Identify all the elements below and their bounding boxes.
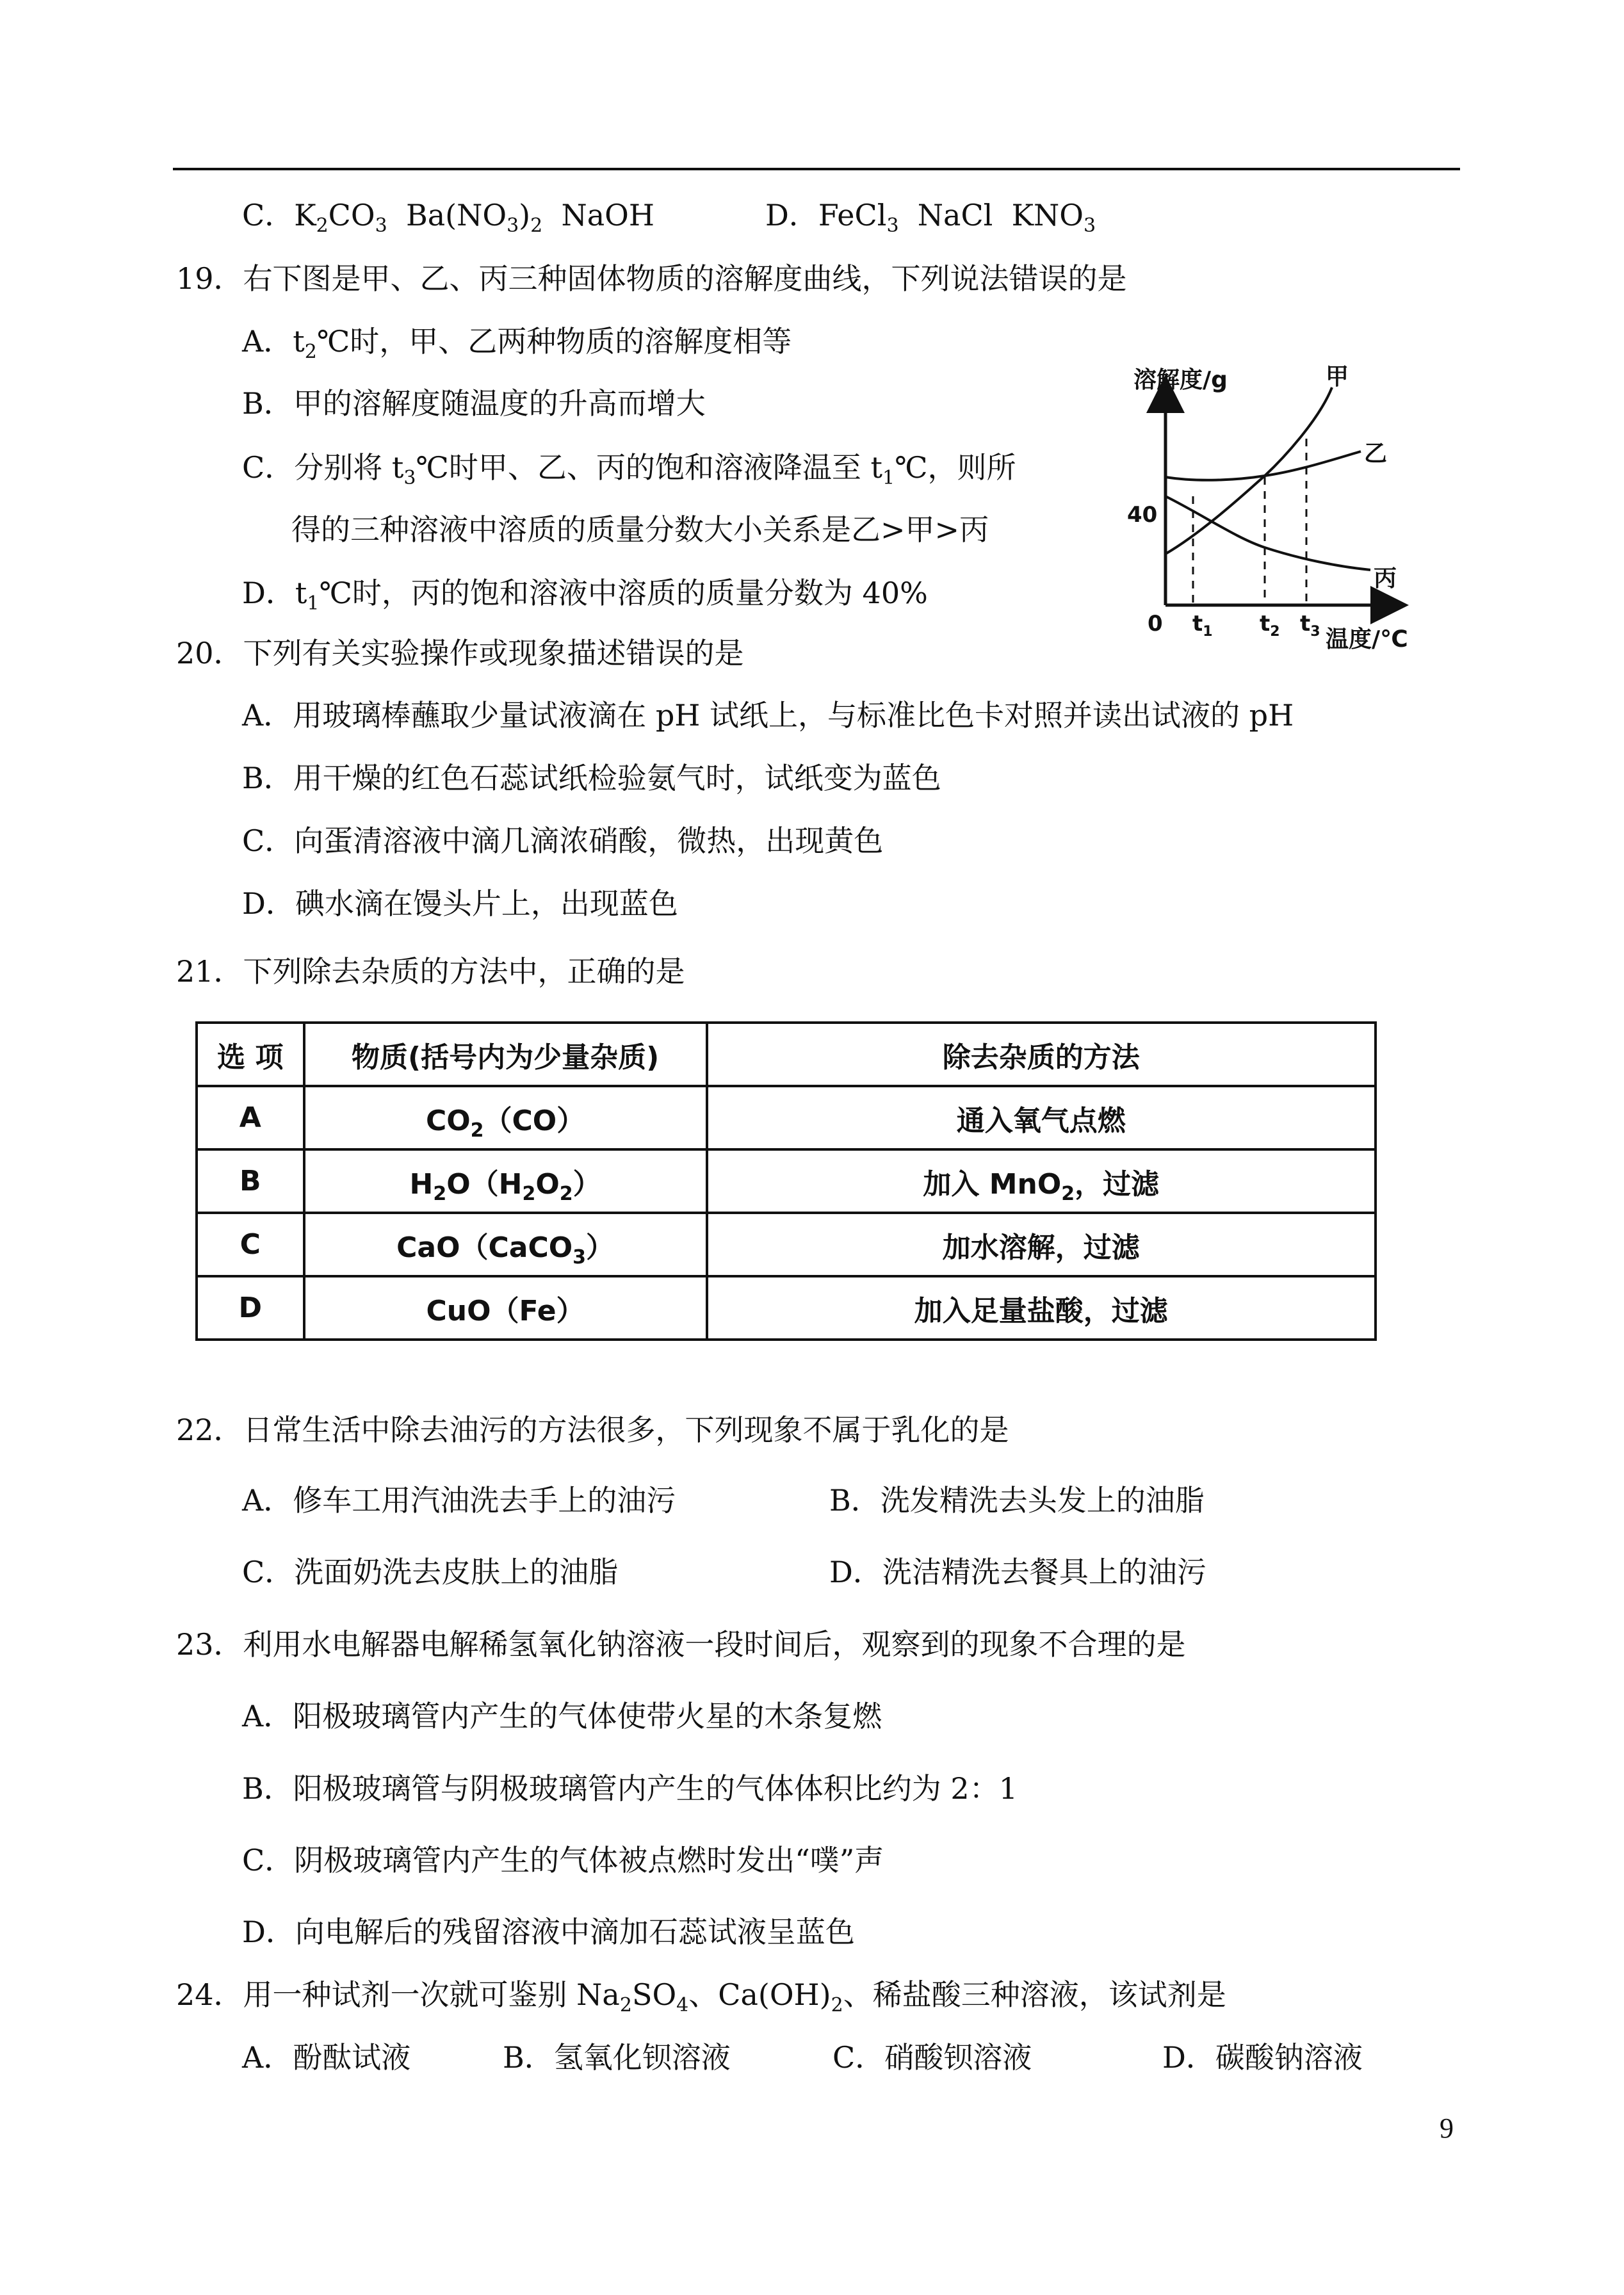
x-tick-label-t3: $t_3$ <box>1300 611 1320 640</box>
q21-options-table <box>195 1021 1377 1341</box>
q23-option-c: C．阴极玻璃管内产生的气体被点燃时发出“噗”声 <box>242 1843 884 1877</box>
q18-option-c: C．$K_2CO_3$ $Ba(NO_3)_2$ NaOH <box>242 198 654 237</box>
table-header-row <box>197 1023 1376 1086</box>
row-option: D <box>197 1276 304 1340</box>
q23-option-b: B．阳极玻璃管与阴极玻璃管内产生的气体体积比约为 2：1 <box>242 1771 1018 1806</box>
q24-option-c: C．硝酸钡溶液 <box>832 2040 1032 2075</box>
row-option: B <box>197 1149 304 1213</box>
y-tick-label: 40 <box>1127 502 1158 528</box>
origin-label: 0 <box>1148 611 1163 637</box>
row-option: A <box>197 1086 304 1149</box>
q22-option-d: D．洗洁精洗去餐具上的油污 <box>829 1555 1206 1589</box>
row-option: C <box>197 1213 304 1276</box>
table-row <box>197 1213 1376 1276</box>
q23-option-a: A．阳极玻璃管内产生的气体使带火星的木条复燃 <box>242 1699 882 1733</box>
x-tick-label-t2: $t_2$ <box>1260 611 1280 640</box>
series-label-jia: 甲 <box>1326 364 1349 390</box>
q22-option-c: C．洗面奶洗去皮肤上的油脂 <box>242 1555 619 1589</box>
x-axis-label: 温度/℃ <box>1326 626 1408 653</box>
q23-stem: 23．利用水电解器电解稀氢氧化钠溶液一段时间后，观察到的现象不合理的是 <box>176 1627 1186 1662</box>
solubility-chart <box>1108 362 1441 660</box>
q22-option-a: A．修车工用汽油洗去手上的油污 <box>242 1483 676 1518</box>
row-substance: $H_2O(H_2O_2)$ <box>304 1149 707 1213</box>
table-row <box>197 1276 1376 1340</box>
series-label-bing: 丙 <box>1374 565 1397 592</box>
q20-option-a: A．用玻璃棒蘸取少量试液滴在 pH 试纸上，与标准比色卡对照并读出试液的 pH <box>242 698 1294 733</box>
series-yi-curve <box>1165 451 1361 480</box>
q20-stem: 20．下列有关实验操作或现象描述错误的是 <box>176 636 744 670</box>
top-rule <box>173 168 1460 170</box>
table-row <box>197 1086 1376 1149</box>
q22-stem: 22．日常生活中除去油污的方法很多，下列现象不属于乳化的是 <box>176 1413 1009 1447</box>
q24-stem: 24．用一种试剂一次就可鉴别 $Na_2SO_4$、$Ca(OH)_2$、稀盐酸三种溶液，该试剂是 <box>176 1977 1226 2016</box>
header-option: 选 项 <box>197 1023 304 1086</box>
table-row <box>197 1149 1376 1213</box>
q23-option-d: D．向电解后的残留溶液中滴加石蕊试液呈蓝色 <box>242 1915 855 1949</box>
series-label-yi: 乙 <box>1364 441 1388 467</box>
q21-stem: 21．下列除去杂质的方法中，正确的是 <box>176 954 685 989</box>
q19-option-d: D．$t_1℃$时，丙的饱和溶液中溶质的质量分数为 40% <box>242 576 928 615</box>
row-method: 加水溶解，过滤 <box>707 1213 1376 1276</box>
q24-option-d: D．碳酸钠溶液 <box>1162 2040 1363 2075</box>
row-method: 通入氧气点燃 <box>707 1086 1376 1149</box>
q19-option-c: C．分别将 $t_3℃$时甲、乙、丙的饱和溶液降温至 $t_1℃$，则所 <box>242 450 1016 489</box>
header-substance: 物质(括号内为少量杂质) <box>304 1023 707 1086</box>
y-axis-label: 溶解度/g <box>1133 367 1228 393</box>
row-substance: $CO_2(CO)$ <box>304 1086 707 1149</box>
q18-option-d: D．FeCl$_3$ NaCl $KNO_3$ <box>765 198 1096 237</box>
q24-option-b: B．氢氧化钡溶液 <box>503 2040 731 2075</box>
page-number: 9 <box>1440 2113 1454 2144</box>
row-method: 加入 MnO$_2$，过滤 <box>707 1149 1376 1213</box>
row-substance: CuO（Fe） <box>304 1276 707 1340</box>
q24-option-a: A．酚酞试液 <box>242 2040 411 2075</box>
row-substance: CaO（CaCO$_3$） <box>304 1213 707 1276</box>
q22-option-b: B．洗发精洗去头发上的油脂 <box>829 1483 1205 1518</box>
header-method: 除去杂质的方法 <box>707 1023 1376 1086</box>
q19-option-a: A．$t_2℃$时，甲、乙两种物质的溶解度相等 <box>242 324 792 363</box>
q19-stem: 19．右下图是甲、乙、丙三种固体物质的溶解度曲线，下列说法错误的是 <box>176 261 1127 296</box>
q19-option-c-cont: 得的三种溶液中溶质的质量分数大小关系是乙>甲>丙 <box>291 512 989 547</box>
q19-option-b: B．甲的溶解度随温度的升高而增大 <box>242 386 706 421</box>
q20-option-b: B．用干燥的红色石蕊试纸检验氨气时，试纸变为蓝色 <box>242 761 941 795</box>
q20-option-c: C．向蛋清溶液中滴几滴浓硝酸，微热，出现黄色 <box>242 823 884 858</box>
x-tick-label-t1: $t_1$ <box>1192 611 1213 640</box>
row-method: 加入足量盐酸，过滤 <box>707 1276 1376 1340</box>
q20-option-d: D．碘水滴在馒头片上，出现蓝色 <box>242 886 678 921</box>
